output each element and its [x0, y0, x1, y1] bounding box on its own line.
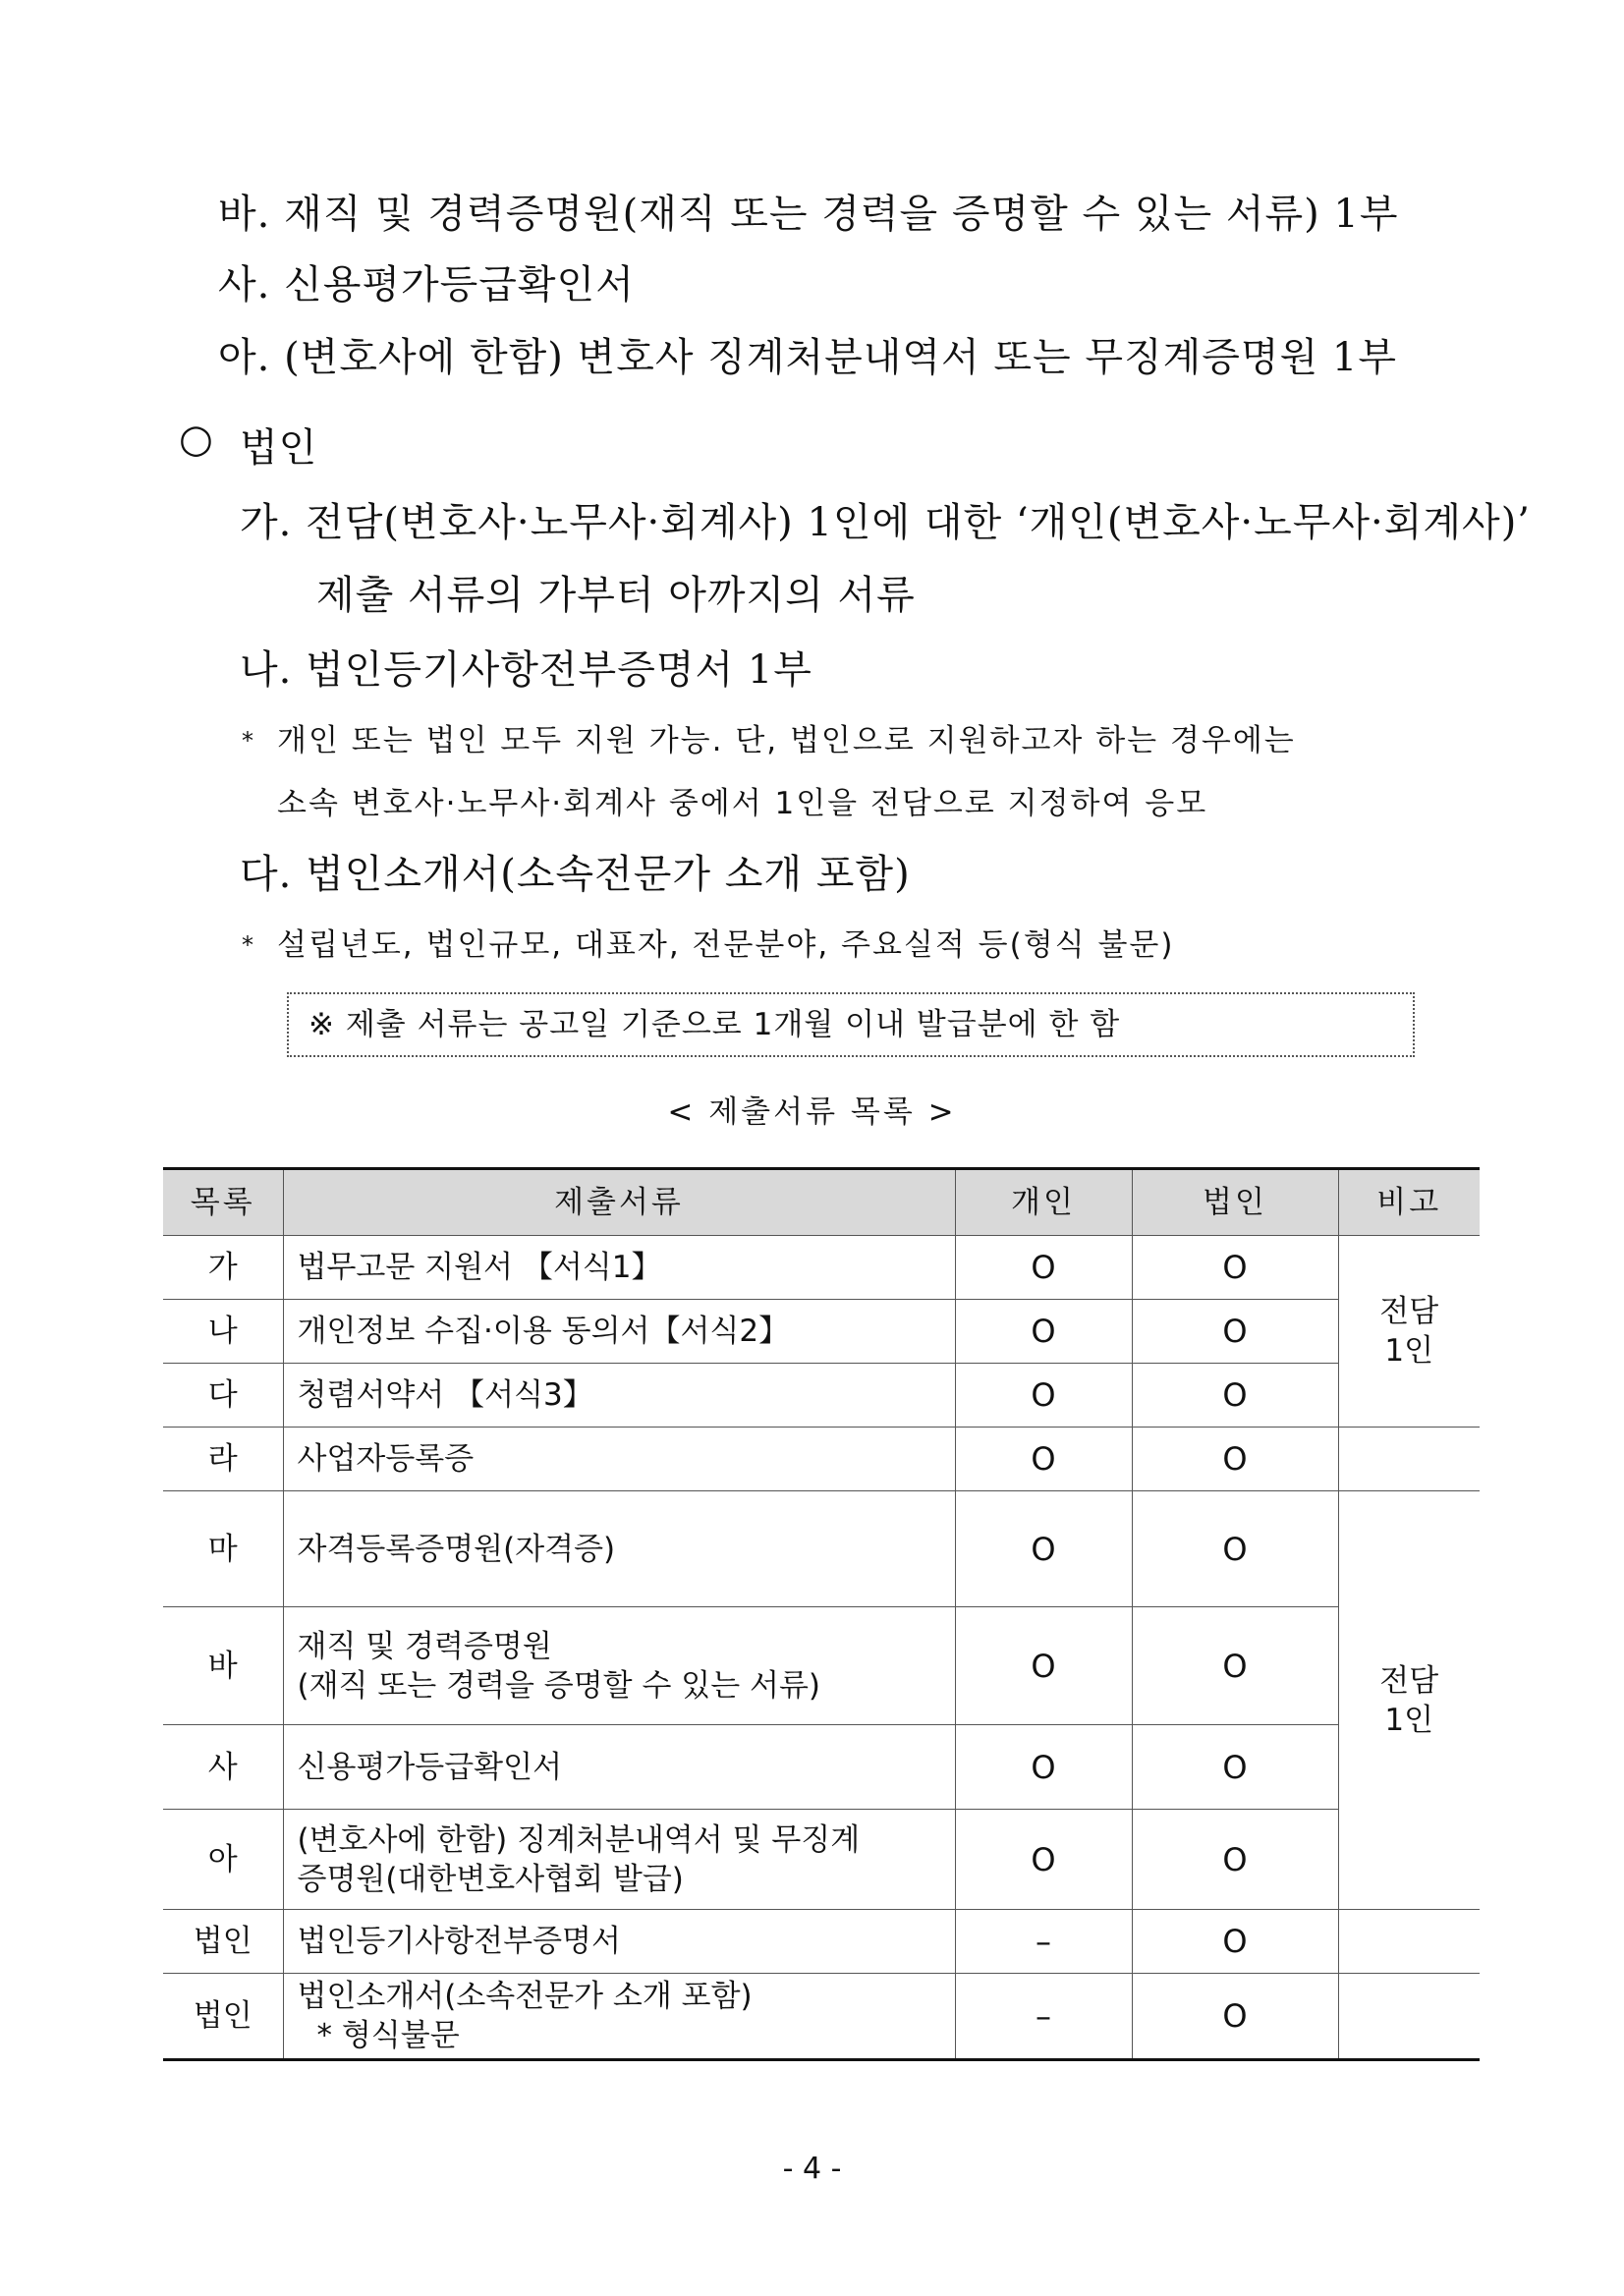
text-line-sa: 사. 신용평가등급확인서 — [218, 262, 635, 308]
row-code: 바 — [163, 1607, 283, 1725]
table-row — [163, 1236, 1480, 1300]
text-line-a: 아. (변호사에 한함) 변호사 징계처분내역서 또는 무징계증명원 1부 — [218, 335, 1398, 380]
row-document: 자격등록증명원(자격증) — [283, 1491, 955, 1607]
row-document-line: 법인소개서(소속전문가 소개 포함) — [297, 1979, 753, 2014]
text-line-ga2: 제출 서류의 가부터 아까지의 서류 — [316, 573, 916, 618]
note2-line: 설립년도, 법인규모, 대표자, 전문분야, 주요실적 등(형식 불문) — [277, 927, 1175, 963]
row-corp-mark: O — [1132, 1910, 1338, 1974]
row-corp-mark: O — [1132, 1974, 1338, 2060]
header-corporate: 법인 — [1132, 1169, 1338, 1236]
row-remark-empty — [1338, 1428, 1480, 1491]
row-code: 가 — [163, 1236, 283, 1300]
row-personal-mark: O — [955, 1607, 1132, 1725]
table-row — [163, 1910, 1480, 1974]
table-row — [163, 1364, 1480, 1428]
row-document-line: (재직 또는 경력을 증명할 수 있는 서류) — [297, 1667, 821, 1704]
row-document — [283, 1810, 955, 1910]
table-row — [163, 1607, 1480, 1725]
row-personal-mark: O — [955, 1236, 1132, 1300]
row-document: 청렴서약서 【서식3】 — [283, 1364, 955, 1428]
row-document-line: * 형식불문 — [316, 2018, 460, 2053]
text-line-ga1: 가. 전담(변호사·노무사·회계사) 1인에 대한 ‘개인(변호사·노무사·회계사)’ — [240, 500, 1532, 545]
row-remark-empty — [1338, 1974, 1480, 2060]
row-code: 라 — [163, 1428, 283, 1491]
text-line-na: 나. 법인등기사항전부증명서 1부 — [240, 647, 812, 693]
row-document-line: 증명원(대한변호사협회 발급) — [297, 1861, 684, 1897]
row-corp-mark: O — [1132, 1300, 1338, 1364]
remark-line: 1인 — [1384, 1333, 1434, 1369]
note2-star: * — [242, 931, 255, 959]
text-line-ba: 바. 재직 및 경력증명원(재직 또는 경력을 증명할 수 있는 서류) 1부 — [218, 192, 1399, 237]
row-personal-mark: O — [955, 1725, 1132, 1810]
note1-star: * — [242, 727, 255, 755]
table-header-row — [163, 1169, 1480, 1236]
row-code: 나 — [163, 1300, 283, 1364]
corp-bullet: ○ — [179, 417, 214, 462]
row-code: 법인 — [163, 1974, 283, 2060]
remark-line: 전담 — [1379, 1294, 1439, 1329]
header-remark: 비고 — [1338, 1169, 1480, 1236]
row-document: 개인정보 수집·이용 동의서【서식2】 — [283, 1300, 955, 1364]
row-document-line: (변호사에 한함) 징계처분내역서 및 무징계 — [297, 1821, 861, 1858]
row-personal-mark: – — [955, 1974, 1132, 2060]
row-personal-mark: – — [955, 1910, 1132, 1974]
row-code: 마 — [163, 1491, 283, 1607]
table-row — [163, 1810, 1480, 1910]
header-code: 목록 — [163, 1169, 283, 1236]
row-remark — [1338, 1491, 1480, 1910]
table-row — [163, 1300, 1480, 1364]
row-corp-mark: O — [1132, 1725, 1338, 1810]
row-corp-mark: O — [1132, 1810, 1338, 1910]
row-personal-mark: O — [955, 1300, 1132, 1364]
row-code: 사 — [163, 1725, 283, 1810]
row-corp-mark: O — [1132, 1607, 1338, 1725]
row-code: 다 — [163, 1364, 283, 1428]
table-row — [163, 1725, 1480, 1810]
page-number: - 4 - — [782, 2152, 842, 2186]
row-personal-mark: O — [955, 1364, 1132, 1428]
table-row — [163, 1974, 1480, 2060]
row-document: 법인등기사항전부증명서 — [283, 1910, 955, 1974]
row-document: 신용평가등급확인서 — [283, 1725, 955, 1810]
header-document: 제출서류 — [283, 1169, 955, 1236]
row-corp-mark: O — [1132, 1428, 1338, 1491]
row-document: 법무고문 지원서 【서식1】 — [283, 1236, 955, 1300]
row-personal-mark: O — [955, 1810, 1132, 1910]
text-line-da: 다. 법인소개서(소속전문가 소개 포함) — [240, 852, 911, 897]
row-personal-mark: O — [955, 1491, 1132, 1607]
note1-line2: 소속 변호사·노무사·회계사 중에서 1인을 전담으로 지정하여 응모 — [277, 786, 1208, 821]
row-document: 사업자등록증 — [283, 1428, 955, 1491]
row-code: 아 — [163, 1810, 283, 1910]
row-corp-mark: O — [1132, 1364, 1338, 1428]
table-row — [163, 1428, 1480, 1491]
row-code: 법인 — [163, 1910, 283, 1974]
remark-line: 전담 — [1379, 1662, 1439, 1699]
row-remark-empty — [1338, 1910, 1480, 1974]
row-document-line: 재직 및 경력증명원 — [297, 1628, 552, 1664]
notice-box: ※ 제출 서류는 공고일 기준으로 1개월 이내 발급분에 한 함 — [287, 992, 1415, 1057]
row-document — [283, 1974, 955, 2060]
remark-line: 1인 — [1384, 1702, 1434, 1738]
note1-line1: 개인 또는 법인 모두 지원 가능. 단, 법인으로 지원하고자 하는 경우에는 — [277, 723, 1296, 758]
table-caption: < 제출서류 목록 > — [667, 1094, 957, 1130]
row-remark — [1338, 1236, 1480, 1428]
row-corp-mark: O — [1132, 1491, 1338, 1607]
table-row — [163, 1491, 1480, 1607]
row-personal-mark: O — [955, 1428, 1132, 1491]
header-personal: 개인 — [955, 1169, 1132, 1236]
row-document — [283, 1607, 955, 1725]
corp-heading: 법인 — [240, 425, 318, 471]
documents-table — [163, 1167, 1480, 2061]
row-corp-mark: O — [1132, 1236, 1338, 1300]
